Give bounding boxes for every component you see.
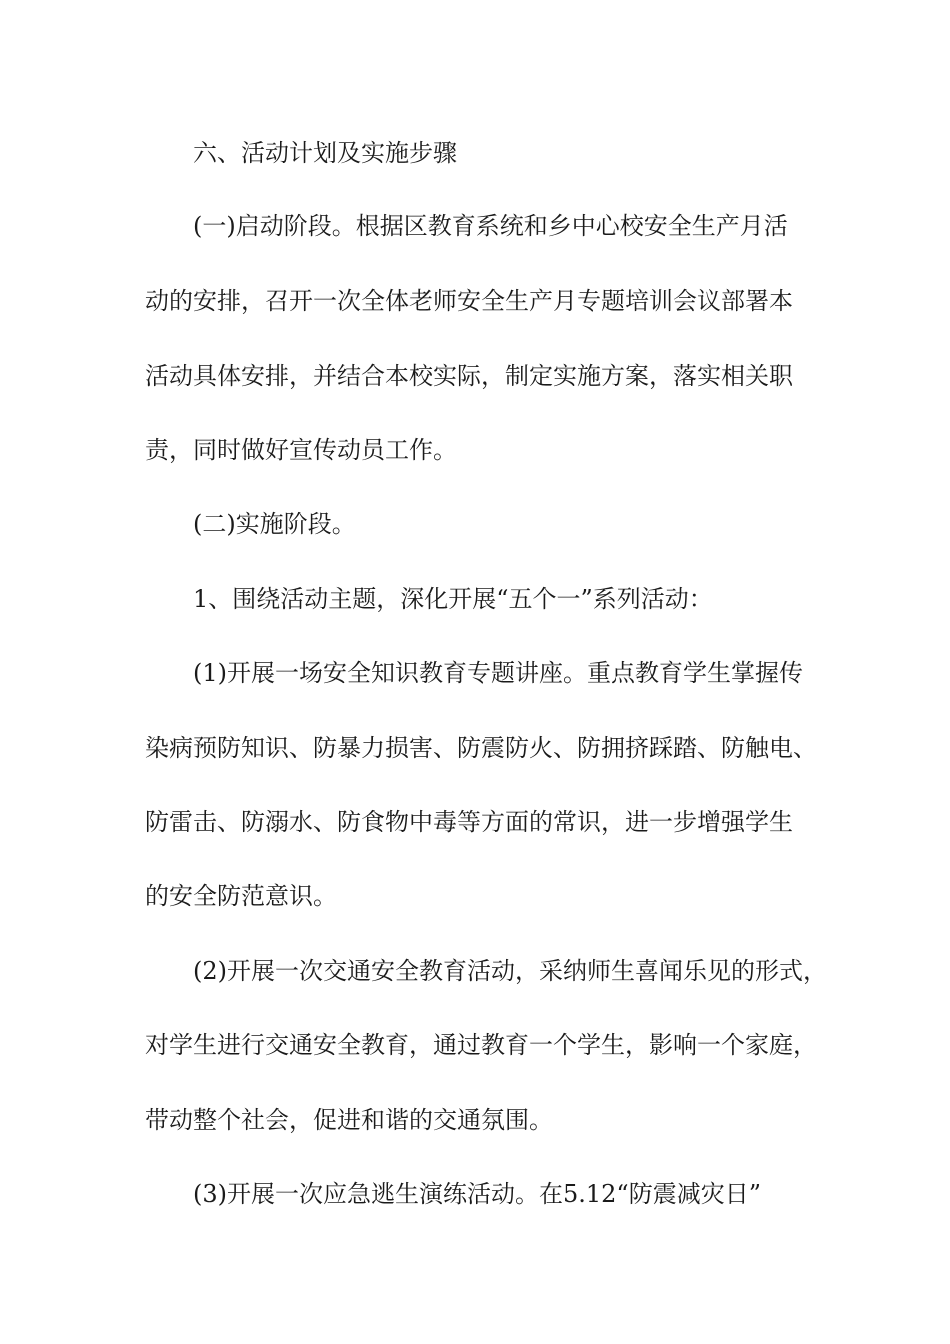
paragraph-line: 对学生进行交通安全教育，通过教育一个学生，影响一个家庭，	[145, 1031, 817, 1059]
paragraph-line: 的安全防范意识。	[145, 882, 337, 910]
paragraph-line: 防雷击、防溺水、防食物中毒等方面的常识，进一步增强学生	[145, 808, 793, 836]
paragraph-line: (3)开展一次应急逃生演练活动。在5.12“防震减灾日”	[193, 1180, 761, 1208]
subsection-heading: (二)实施阶段。	[193, 510, 356, 538]
paragraph-line: (2)开展一次交通安全教育活动，采纳师生喜闻乐见的形式，	[193, 957, 827, 985]
paragraph-line: (一)启动阶段。根据区教育系统和乡中心校安全生产月活	[193, 212, 788, 240]
paragraph-line: 活动具体安排，并结合本校实际，制定实施方案，落实相关职	[145, 362, 793, 390]
paragraph-line: (1)开展一场安全知识教育专题讲座。重点教育学生掌握传	[193, 659, 803, 687]
paragraph-line: 动的安排，召开一次全体老师安全生产月专题培训会议部署本	[145, 287, 793, 315]
paragraph-line: 责，同时做好宣传动员工作。	[145, 436, 457, 464]
paragraph-line: 1、围绕活动主题，深化开展“五个一”系列活动：	[193, 585, 713, 613]
paragraph-line: 带动整个社会，促进和谐的交通氛围。	[145, 1106, 553, 1134]
section-heading: 六、活动计划及实施步骤	[193, 139, 457, 167]
paragraph-line: 染病预防知识、防暴力损害、防震防火、防拥挤踩踏、防触电、	[145, 734, 817, 762]
